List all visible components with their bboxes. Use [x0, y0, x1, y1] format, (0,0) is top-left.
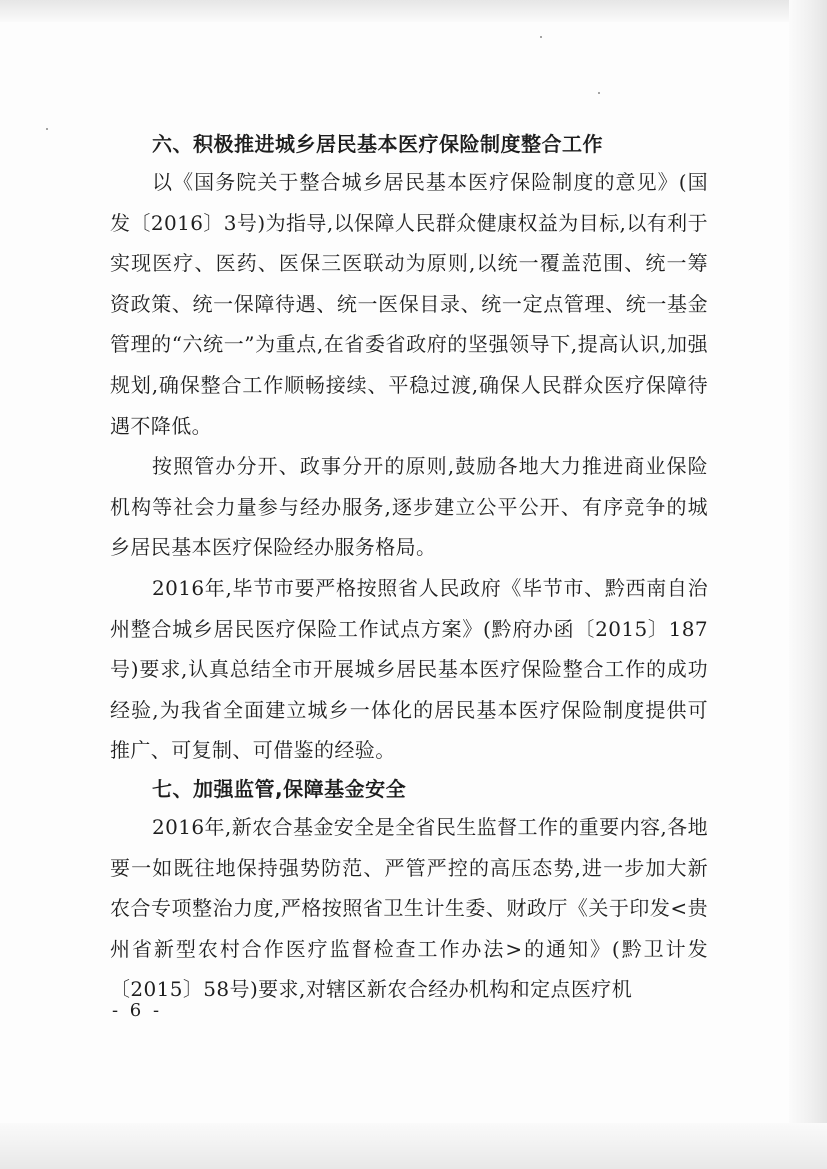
- paragraph-2: 按照管办分开、政事分开的原则,鼓励各地大力推进商业保险机构等社会力量参与经办服务,逐步建立公平公开、有序竞争的城乡居民基本医疗保险经办服务格局。: [110, 454, 708, 560]
- scan-speck: [540, 36, 542, 38]
- paragraph-4: 2016年,新农合基金安全是全省民生监督工作的重要内容,各地要一如既往地保持强势防范、严管严控的高压态势,进一步加大新农合专项整治力度,严格按照省卫生计生委、财政厅《关于印发<贵州省新型农村合作医疗监督检查工作办法>的通知》(黔卫计发〔2015〕58号)要求,对辖区新农合经办机构和定点医疗机: [110, 814, 708, 1002]
- document-body: [110, 126, 708, 1010]
- scan-edge-top: [0, 0, 827, 22]
- scan-speck: [46, 128, 48, 130]
- paragraph-1: 以《国务院关于整合城乡居民基本医疗保险制度的意见》(国发〔2016〕3号)为指导,以保障人民群众健康权益为目标,以有利于实现医疗、医药、医保三医联动为原则,以统一覆盖范围、统一筹资政策、统一保障待遇、统一医保目录、统一定点管理、统一基金管理的“六统一”为重点,在省委省政府的坚强领导下,提高认识,加强规划,确保整合工作顺畅接续、平稳过渡,确保人民群众医疗保障待遇不降低。: [110, 170, 708, 438]
- scan-edge-right: [789, 0, 827, 1169]
- section-heading-6: 六、积极推进城乡居民基本医疗保险制度整合工作: [152, 132, 603, 156]
- page-number: - 6 -: [112, 1000, 163, 1021]
- scan-speck: [598, 92, 600, 94]
- paragraph-3: 2016年,毕节市要严格按照省人民政府《毕节市、黔西南自治州整合城乡居民医疗保险工作试点方案》(黔府办函〔2015〕187号)要求,认真总结全市开展城乡居民基本医疗保险整合工作的成功经验,为我省全面建立城乡一体化的居民基本医疗保险制度提供可推广、可复制、可借鉴的经验。: [110, 575, 708, 763]
- scan-edge-bottom: [0, 1123, 827, 1169]
- section-heading-7: 七、加强监管,保障基金安全: [152, 776, 407, 801]
